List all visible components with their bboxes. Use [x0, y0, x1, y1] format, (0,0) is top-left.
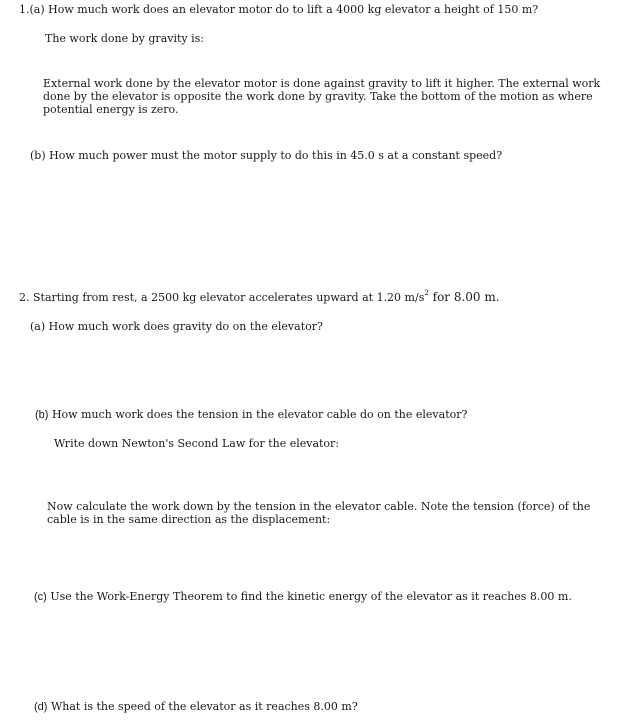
- question-2b-label: (b): [35, 409, 49, 421]
- tension-work-note: Now calculate the work down by the tension in the elevator cable. Note the tension (force) of the cable is in the same direction as the displacement:: [47, 500, 591, 526]
- question-2a: (a) How much work does gravity do on the elevator?: [30, 320, 323, 333]
- question-2c-text: Use the Work-Energy Theorem to find the kinetic energy of the elevator as it reaches 8.00 m.: [46, 590, 572, 603]
- question-2b-text: How much work does the tension in the elevator cable do on the elevator?: [48, 408, 468, 421]
- question-2d-label: (d): [34, 701, 48, 713]
- question-2-intro: [19, 291, 500, 304]
- external-work-note: External work done by the elevator motor is done against gravity to lift it higher. The external work done by the elevator is opposite the work done by gravity. Take the bottom of the motion as where potential energy is zero.: [43, 77, 601, 116]
- question-2d-text: What is the speed of the elevator as it reaches 8.00 m?: [47, 700, 358, 713]
- question-2b: [35, 408, 467, 422]
- question-1b: (b) How much power must the motor supply to do this in 45.0 s at a constant speed?: [30, 149, 503, 162]
- question-2-intro-distance: for 8.00 m.: [428, 290, 500, 304]
- question-2c: [34, 590, 572, 604]
- question-2c-label: (c): [34, 591, 47, 603]
- newton-law-prompt: Write down Newton's Second Law for the elevator:: [54, 437, 340, 450]
- question-1a: 1.(a) How much work does an elevator motor do to lift a 4000 kg elevator a height of 150 m?: [19, 3, 539, 16]
- question-2-intro-text: 2. Starting from rest, a 2500 kg elevator accelerates upward at 1.20 m/s: [19, 291, 425, 304]
- gravity-work-prompt: The work done by gravity is:: [45, 32, 204, 45]
- question-2-intro-exponent: 2: [424, 289, 429, 297]
- question-2d: [34, 700, 358, 714]
